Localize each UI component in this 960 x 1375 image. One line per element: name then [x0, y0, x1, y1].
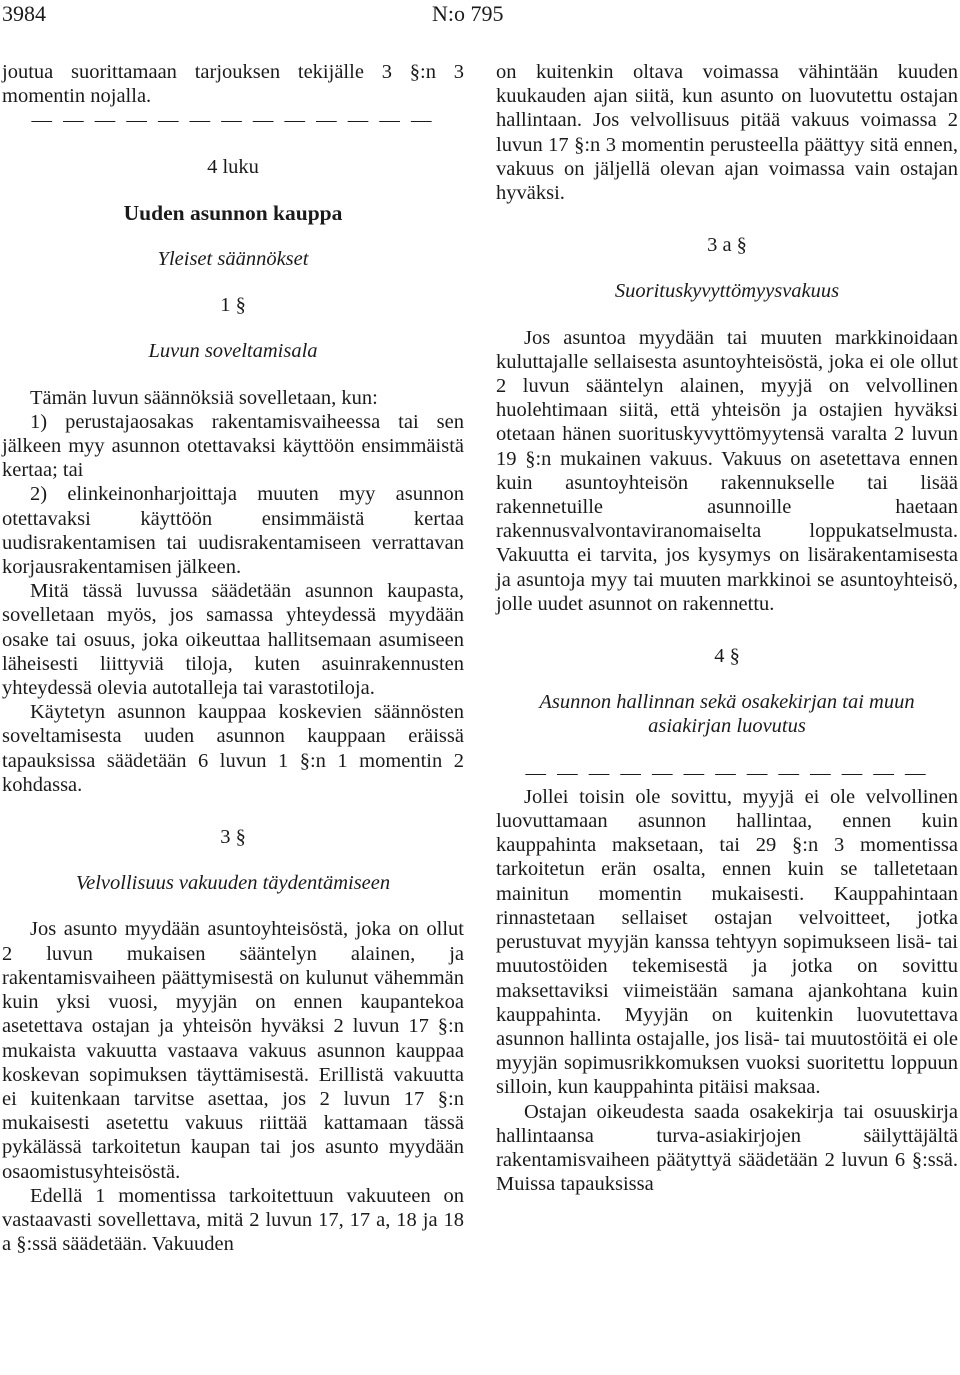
page-number: 3984 — [2, 1, 46, 26]
section-3a-title: Suorituskyvyttömyysvakuus — [614, 280, 840, 303]
omission-dashes: — — — — — — — — — — — — — — [31, 109, 435, 132]
subchapter-title: Yleiset säännökset — [157, 248, 309, 271]
document-number: N:o 795 — [432, 1, 504, 26]
left-column — [2, 60, 464, 1256]
section-3a-number: 3 a § — [707, 234, 747, 257]
section-3-number: 3 § — [220, 826, 246, 849]
section-3-paragraph-2: Edellä 1 momentissa tarkoitettuun vakuuteen on vastaavasti sovellettava, mitä 2 luvun 17, 17 a, 18 ja 18 a §:ssä säädetään. Vakuuden — [2, 1184, 464, 1256]
chapter-title: Uuden asunnon kauppa — [123, 200, 343, 225]
section-1-paragraph-2: Mitä tässä luvussa säädetään asunnon kaupasta, sovelletaan myös, jos samassa yhteydessä myydään osake tai osuus, joka oikeuttaa hallitsemaan asumiseen läheisesti liittyviä tiloja, kuten asuinrakennusten yhteydessä olevia autotalleja tai varastotiloja. — [2, 580, 464, 700]
intro-paragraph: joutua suorittamaan tarjouksen tekijälle 3 §:n 3 momentin nojalla. — [2, 61, 464, 108]
continued-paragraph: on kuitenkin oltava voimassa vähintään kuuden kuukauden ajan siitä, kun asunto on luovutettu ostajan hallintaan. Jos velvollisuus pitää vakuus voimassa 2 luvun 17 §:n 3 momentin perusteella päättyy sitä ennen, vakuus on jäljellä olevan ajan voimassa vain ostajan hyväksi. — [496, 61, 958, 205]
section-4-paragraph-1: Jollei toisin ole sovittu, myyjä ei ole velvollinen luovuttamaan asunnon hallintaa, ennen kuin kauppahinta maksetaan, tai 29 §:n 3 momentissa tarkoitetun erän osalta, ennen kuin se talletetaan mainitun momentin mukaisesti. Kauppahintaan rinnastetaan sellaiset ostajan velvoitteet, jotka perustuvat myyjän kanssa tehtyyn sopimukseen lisä- tai muutostöiden tekemisestä ja jotka on sovittu maksettaviksi viimeistään samana ajankohtana kuin kauppahinta. Myyjän on kuitenkin luovutettava asunnon hallinta ostajalle, jos lisä- tai muutostöitä ei ole myyjän sopimusrikkomuksen vuoksi suoritettu loppuun silloin, kun kauppahinta pitäisi maksaa. — [496, 785, 958, 1099]
section-1-title: Luvun soveltamisala — [148, 340, 318, 363]
section-3a-paragraph-1: Jos asuntoa myydään tai muuten markkinoidaan kuluttajalle sellaisesta asuntoyhteisöstä, joka ei ole ollut 2 luvun sääntelyn alainen, myyjä on velvollinen huolehtimaan siitä, että yhteisön ja ostajien hyväksi otetaan hänen suorituskyvyttömyytensä varalta 2 luvun 19 §:n mukainen vakuus. Vakuus on asetettava ennen kuin asuntoyhteisön rakennukselle tai lisää rakennetuille asunnoille haetaan rakennusvalvontaviranomaiselta loppukatselmusta. Vakuutta ei tarvita, jos kysymys on lisärakentamisesta ja asuntoja myy tai muuten markkinoi se asuntoyhteisö, jolle uudet asunnot on rakennettu. — [496, 326, 958, 615]
chapter-number: 4 luku — [207, 155, 259, 178]
section-3-paragraph-1: Jos asunto myydään asuntoyhteisöstä, joka on ollut 2 luvun mukaisen sääntelyn alainen, ja rakentamisvaiheen päättymisestä on kulunut vähemmän kuin yksi vuosi, myyjän on ennen kaupantekoa asetettava ostajan ja yhteisön hyväksi 2 luvun 17 §:n mukaista vakuutta vastaava vakuus asunnon kauppaa koskevan sopimuksen täyttämisestä. Erillistä vakuutta ei kuitenkaan tarvitse asettaa, jos 2 luvun 17 §:n mukaisesti asetettu vakuus riittää kattamaan tässä pykälässä tarkoitetun kaupan tai jos asunto myydään osaomistusyhteisöstä. — [2, 918, 464, 1183]
right-column — [496, 60, 958, 1196]
omission-dashes-right: — — — — — — — — — — — — — — [525, 761, 929, 784]
section-4-paragraph-2: Ostajan oikeudesta saada osakekirja tai osuuskirja hallintaansa turva-asiakirjojen säilyttäjältä rakentamisvaiheen päätyttyä säädetään 2 luvun 6 §:ssä. Muissa tapauksissa — [496, 1100, 958, 1196]
section-1-item-1: 1) perustajaosakas rakentamisvaiheessa tai sen jälkeen myy asunnon otettavaksi käyttöön ensimmäistä kertaa; tai — [2, 410, 464, 482]
page-header — [0, 0, 960, 40]
section-1-number: 1 § — [220, 294, 246, 317]
section-1-paragraph-1: Tämän luvun säännöksiä sovelletaan, kun: — [30, 386, 378, 409]
section-1-item-2: 2) elinkeinonharjoittaja muuten myy asunnon otettavaksi käyttöön ensimmäistä kertaa uudisrakentamisen tai uudisrakentamiseen verrattavan korjausrakentamisen jälkeen. — [2, 483, 464, 579]
section-3-title: Velvollisuus vakuuden täydentämiseen — [75, 872, 391, 895]
section-1-paragraph-3: Käytetyn asunnon kauppaa koskevien säännösten soveltamisesta uuden asunnon kauppaan eräissä tapauksissa säädetään 6 luvun 1 §:n 1 momentin 2 kohdassa. — [2, 701, 464, 796]
section-4-number: 4 § — [714, 645, 740, 668]
section-4-title: Asunnon hallinnan sekä osakekirjan tai muun asiakirjan luovutus — [539, 691, 915, 738]
